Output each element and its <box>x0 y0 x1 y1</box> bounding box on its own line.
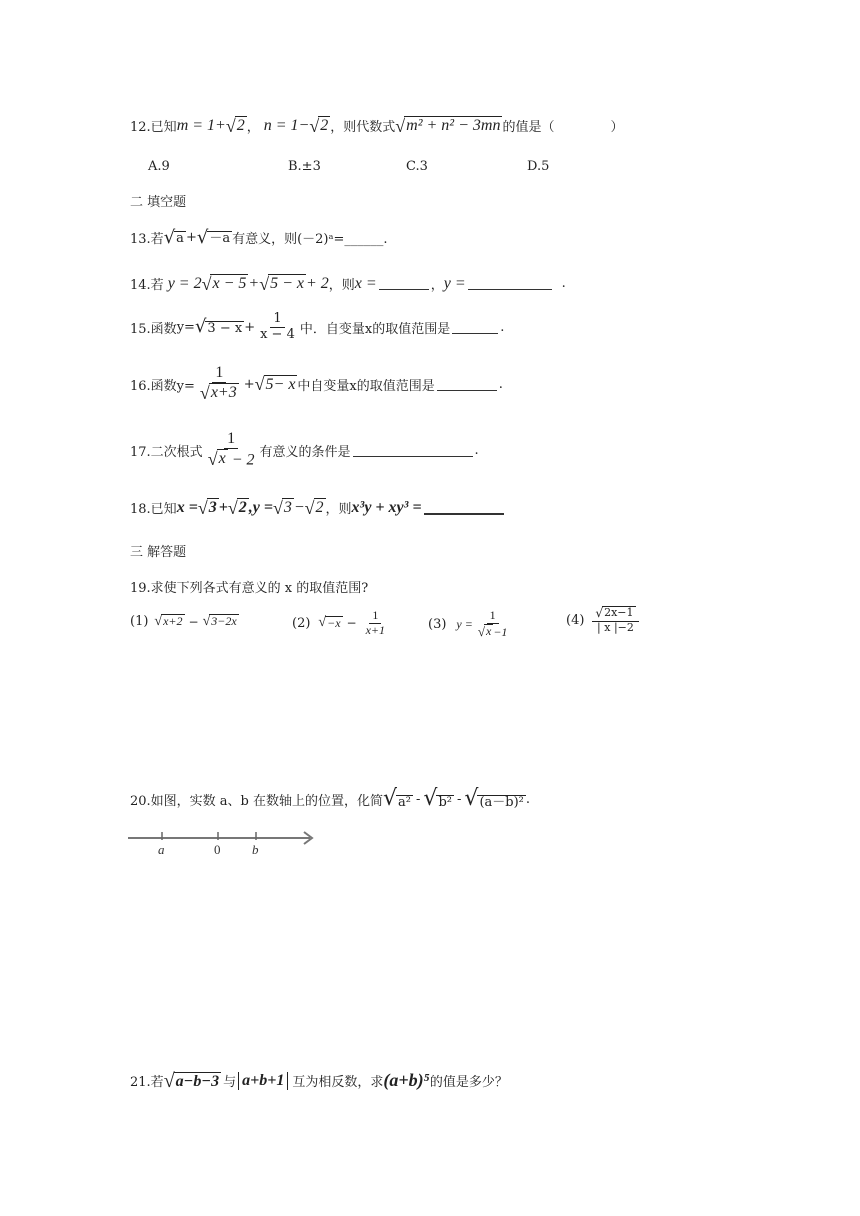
q21-suffix: 的值是多少？ <box>429 1075 508 1090</box>
q20-op-1: - <box>416 791 421 807</box>
q15-suffix: 中．自变量x的取值范围是 <box>299 321 451 337</box>
q20-op-2: - <box>457 791 462 807</box>
q12-option-c: C.3 <box>406 159 428 174</box>
q13-plus: + <box>185 230 197 245</box>
q14-comma: ， <box>430 278 444 293</box>
q20-root-2: √ b² <box>423 786 452 811</box>
question-20 <box>130 788 530 810</box>
q18-sqrt-2: √ 2 <box>227 497 247 518</box>
q16-root: √ 5− x <box>254 374 296 395</box>
q17-blank[interactable] <box>353 444 473 457</box>
q18-sqrt-3b: √ 3 <box>272 497 292 518</box>
q14-plus: + <box>248 274 260 292</box>
q14-x-eq: x = <box>354 274 377 292</box>
q14-end: . <box>561 276 566 291</box>
q12-option-d: D.5 <box>527 159 550 174</box>
q14-mid: ，则 <box>328 278 355 293</box>
q14-tail: + 2 <box>305 274 329 292</box>
q12-middle: ，则代数式 <box>330 120 396 135</box>
q19-part-2-fraction: $\frac{1}{x+1}$ <box>365 608 386 637</box>
section-2-heading: 二 填空题 <box>130 195 187 210</box>
label-b: b <box>252 842 259 857</box>
q12-sqrt-2b: √ 2 <box>309 115 329 136</box>
q19-part-1 <box>130 614 239 629</box>
q19-part-3-lhs: y = <box>456 616 473 631</box>
label-a: a <box>158 842 165 857</box>
question-18 <box>130 498 506 517</box>
q18-blank[interactable] <box>424 501 504 515</box>
q14-blank-x[interactable] <box>379 277 429 290</box>
q19-part-2-label: (2) <box>292 615 311 631</box>
q13-sqrt-a: √ a <box>163 226 184 248</box>
q19-part-2-root: √ −x <box>318 615 341 631</box>
q14-expr-a: y = 2 <box>167 274 202 292</box>
q19-part-2 <box>292 609 390 638</box>
q18-x-eq: x = <box>176 498 198 516</box>
q13-suffix: 有意义，则(－2)ᵃ=______. <box>232 232 388 247</box>
q19-part-3-label: (3) <box>428 616 447 632</box>
question-16 <box>130 364 503 404</box>
q20-root-3: √ (a－b)² <box>464 786 524 811</box>
q21-prefix: 21.若 <box>130 1075 164 1090</box>
question-21 <box>130 1070 508 1091</box>
q18-sqrt-2b: √ 2 <box>304 497 324 518</box>
q16-suffix: 中自变量x的取值范围是 <box>297 378 435 394</box>
q21-abs: a+b+1 <box>238 1072 288 1090</box>
q19-part-3-fraction: 1 √ x −1 <box>477 608 508 639</box>
q18-sqrt-3: √ 3 <box>197 497 217 518</box>
q16-blank[interactable] <box>437 378 497 391</box>
question-12 <box>130 116 623 135</box>
q12-prefix: 12.已知 <box>130 120 177 135</box>
q15-prefix: 15.函数 <box>130 321 177 337</box>
q16-prefix: 16.函数y= <box>130 378 195 394</box>
q19-part-4-label: (4) <box>566 612 585 628</box>
q18-prefix: 18.已知 <box>130 502 177 517</box>
q21-expr: (a+b)⁵ <box>383 1070 430 1090</box>
question-17 <box>130 430 479 470</box>
question-15 <box>130 312 504 343</box>
q12-suffix: 的值是（ <box>502 120 555 135</box>
q16-end: . <box>498 376 503 392</box>
q12-close: ） <box>610 120 624 135</box>
q15-blank[interactable] <box>452 321 498 334</box>
q20-root-1: √ a² <box>383 786 412 811</box>
q12-n-expr: n = 1− <box>263 116 310 134</box>
section-3-heading: 三 解答题 <box>130 545 187 560</box>
q12-m-expr: m = 1+ <box>176 116 226 134</box>
q12-root-expr: √ m² + n² − 3mn <box>395 115 501 136</box>
q16-plus: + <box>243 376 255 392</box>
q18-comma: , <box>248 498 253 516</box>
q14-root-1: √ x − 5 <box>201 273 247 294</box>
q19-part-4 <box>566 606 641 634</box>
question-19: 19.求使下列各式有意义的 x 的取值范围? <box>130 581 369 596</box>
question-13 <box>130 228 388 247</box>
q18-minus: − <box>293 498 305 516</box>
q14-blank-y[interactable] <box>468 277 552 290</box>
q20-end: . <box>525 791 531 807</box>
q18-plus: + <box>218 498 228 516</box>
q13-sqrt-neg-a: √ －a <box>196 226 231 248</box>
q12-sep: ， <box>246 120 260 135</box>
q16-fraction: 1 √ x+3 <box>199 364 237 403</box>
q15-fraction: $\frac{1}{x - 4}$ <box>260 311 295 342</box>
q21-root: √ a−b−3 <box>163 1069 220 1092</box>
q15-y: y= <box>176 319 195 335</box>
q12-option-a: A.9 <box>148 159 170 174</box>
q19-part-1-root-2: √ 3−2x <box>202 613 237 629</box>
q15-root: √ 3 − x <box>194 316 243 338</box>
q19-part-2-op: − <box>346 616 357 631</box>
q18-y-eq: y = <box>252 498 273 516</box>
q17-end: . <box>474 442 479 458</box>
q19-part-1-op: − <box>188 614 199 629</box>
q12-sqrt-2: √ 2 <box>225 115 245 136</box>
q18-mid: ，则 <box>325 502 352 517</box>
label-0: 0 <box>214 842 221 857</box>
q12-option-b: B.±3 <box>288 159 321 174</box>
q21-mid: 互为相反数，求 <box>292 1075 384 1090</box>
q17-fraction: 1 √ x − 2 <box>207 430 255 469</box>
q18-expr: x³y + xy³ = <box>351 498 422 516</box>
q17-suffix: 有意义的条件是 <box>259 444 351 460</box>
q15-plus: + <box>244 319 256 335</box>
q14-prefix: 14.若 <box>130 278 164 293</box>
q19-part-1-root-1: √ x+2 <box>154 613 183 629</box>
q19-part-1-label: (1) <box>130 614 149 629</box>
q20-prefix: 20.如图，实数 a、b 在数轴上的位置，化简 <box>130 793 384 809</box>
q19-part-3 <box>428 609 512 640</box>
question-14 <box>130 274 566 293</box>
q17-prefix: 17.二次根式 <box>130 444 203 460</box>
q14-y-eq: y = <box>443 274 466 292</box>
q14-root-2: √ 5 − x <box>259 273 304 294</box>
q13-prefix: 13.若 <box>130 232 164 247</box>
q19-part-4-fraction: √ 2x−1 | x |−2 <box>592 606 638 634</box>
q15-end: . <box>500 319 505 335</box>
number-line-figure <box>126 828 326 858</box>
q21-with: 与 <box>223 1075 237 1090</box>
